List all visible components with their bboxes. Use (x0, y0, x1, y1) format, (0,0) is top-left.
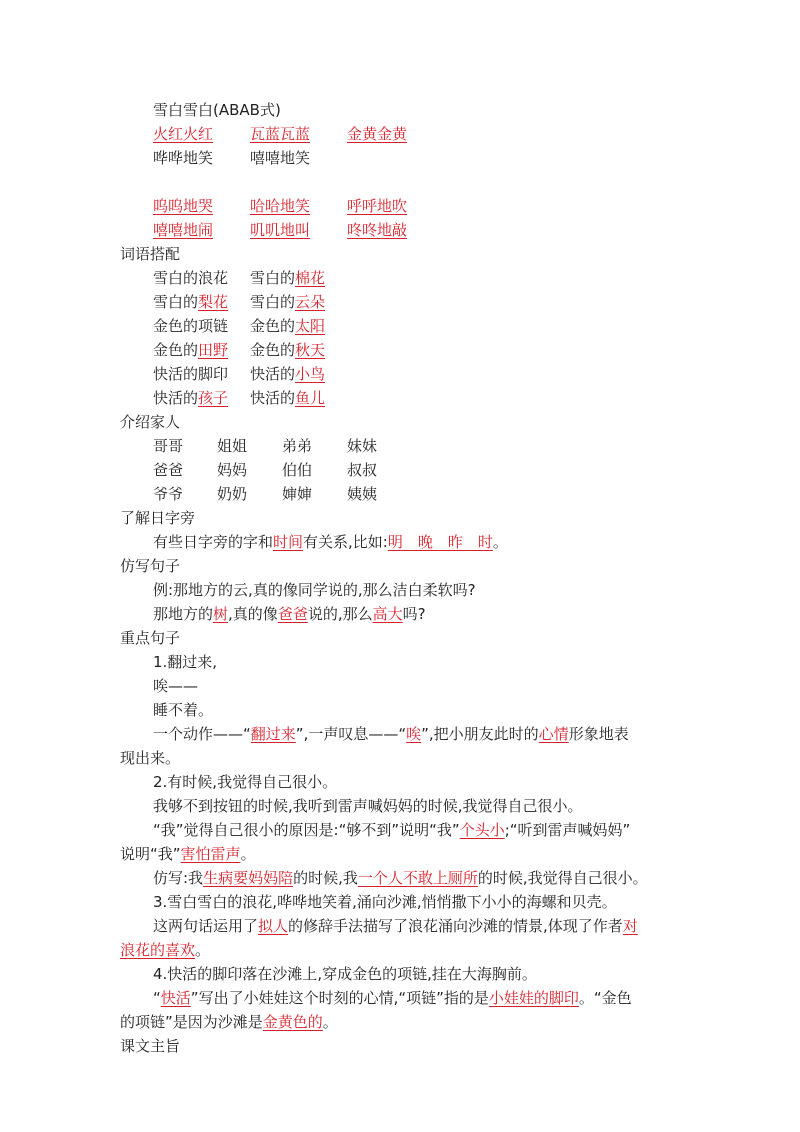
pairing-row (250, 291, 325, 313)
text: 形象地表 (568, 725, 629, 743)
pairing-answer: 棉花 (295, 269, 326, 287)
key-line: 2.有时候,我觉得自己很小。 (153, 773, 338, 791)
answer: 金黄色的 (262, 1013, 323, 1031)
answer: 翻过来 (250, 725, 296, 743)
text: 一个动作——“ (153, 725, 251, 743)
answer: 唉 (406, 725, 422, 743)
pairing-answer: 鱼儿 (295, 389, 326, 407)
text: 吗? (402, 605, 426, 623)
family-word: 婶婶 (282, 485, 313, 503)
answer: 高大 (372, 605, 403, 623)
text: 仿写:我 (153, 869, 204, 887)
text: ”,一声叹息——“ (295, 725, 407, 743)
answer: 树 (213, 605, 229, 623)
answer: 对 (622, 917, 638, 935)
family-word: 伯伯 (282, 461, 313, 479)
text: “我”觉得自己很小的原因是:“够不到”说明“我” (153, 821, 460, 839)
answer: 拟人 (258, 917, 289, 935)
abab-answer: 呼呼地吹 (347, 197, 408, 215)
text: 这两句话运用了 (153, 917, 259, 935)
family-word: 叔叔 (347, 461, 378, 479)
family-word: 姨姨 (347, 485, 378, 503)
key-analysis (153, 723, 629, 745)
text: ;“听到雷声喊妈妈” (504, 821, 631, 839)
key-analysis (120, 939, 210, 961)
pairing-text: 金色的 (250, 317, 296, 335)
example-sentence: 例:那地方的云,真的像同学说的,那么洁白柔软吗? (153, 581, 476, 599)
family-word: 奶奶 (217, 485, 248, 503)
answer: 心情 (538, 725, 569, 743)
abab-word: 哗哗地笑 (153, 149, 214, 167)
text: 的时候,我 (293, 869, 358, 887)
abab-answer: 咚咚地敲 (347, 221, 408, 239)
pairing-row (153, 267, 228, 289)
text: 的时候,我觉得自己很小。 (477, 869, 648, 887)
answer: 时间 (273, 533, 304, 551)
section-heading: 课文主旨 (120, 1037, 181, 1055)
answer: 浪花的喜欢 (120, 941, 196, 959)
pairing-row (153, 291, 228, 313)
pairing-text: 快活的 (250, 389, 296, 407)
family-word: 弟弟 (282, 437, 313, 455)
family-word: 爸爸 (153, 461, 184, 479)
pairing-text: 雪白的 (250, 269, 296, 287)
text: 有关系,比如: (303, 533, 388, 551)
text: 有些日字旁的字和 (153, 533, 274, 551)
text: 。 (240, 845, 256, 863)
pairing-answer: 太阳 (295, 317, 326, 335)
pairing-answer: 田野 (198, 341, 229, 359)
pairing-text: 金色的 (153, 341, 199, 359)
abab-answer: 叽叽地叫 (250, 221, 311, 239)
pairing-text: 雪白的 (250, 293, 296, 311)
answer: 一个人不敢上厕所 (357, 869, 478, 887)
key-analysis (153, 819, 630, 841)
key-analysis (120, 843, 256, 865)
key-line: 睡不着。 (153, 701, 214, 719)
key-analysis (120, 1011, 338, 1033)
pairing-row (250, 363, 325, 385)
pairing-answer: 秋天 (295, 341, 326, 359)
text: ”,把小朋友此时的 (421, 725, 539, 743)
family-word: 妈妈 (217, 461, 248, 479)
text: 的修辞手法描写了浪花涌向沙滩的情景,体现了作者 (288, 917, 623, 935)
section-heading: 介绍家人 (120, 413, 181, 431)
pairing-answer: 小鸟 (295, 365, 326, 383)
pairing-answer: 孩子 (198, 389, 229, 407)
answer: 个头小 (459, 821, 505, 839)
pairing-answer: 云朵 (295, 293, 326, 311)
family-word: 妹妹 (347, 437, 378, 455)
pairing-row (250, 267, 325, 289)
abab-answer: 火红火红 (153, 125, 214, 143)
text: ”写出了小娃娃这个时刻的心情,“项链”指的是 (190, 989, 489, 1007)
text: 那地方的 (153, 605, 214, 623)
text: 。 (492, 533, 508, 551)
pairing-row (250, 387, 325, 409)
pairing-text: 快活的 (153, 389, 199, 407)
section-heading: 重点句子 (120, 629, 181, 647)
pairing-text: 金色的项链 (153, 317, 229, 335)
abab-title: 雪白雪白(ABAB式) (153, 101, 281, 119)
pairing-text: 雪白的浪花 (153, 269, 229, 287)
text: 说的,那么 (307, 605, 373, 623)
text: 的项链”是因为沙滩是 (120, 1013, 263, 1031)
answer: 生病要妈妈陪 (203, 869, 294, 887)
imitate-sentence (153, 603, 426, 625)
answer: 小娃娃的脚印 (488, 989, 579, 1007)
pairing-row (153, 315, 228, 337)
key-analysis (153, 915, 638, 937)
key-line: 现出来。 (120, 749, 181, 767)
key-line: 3.雪白雪白的浪花,哗哗地笑着,涌向沙滩,悄悄撒下小小的海螺和贝壳。 (153, 893, 617, 911)
abab-word: 嘻嘻地笑 (250, 149, 311, 167)
key-analysis (153, 987, 632, 1009)
pairing-text: 雪白的 (153, 293, 199, 311)
abab-answer: 瓦蓝瓦蓝 (250, 125, 311, 143)
abab-answer: 哈哈地笑 (250, 197, 311, 215)
text: ,真的像 (228, 605, 278, 623)
answer: 快活 (160, 989, 191, 1007)
pairing-row (153, 363, 228, 385)
text: 。 (322, 1013, 338, 1031)
text: “ (153, 989, 161, 1007)
pairing-row (250, 315, 325, 337)
key-line: 我够不到按钮的时候,我听到雷声喊妈妈的时候,我觉得自己很小。 (153, 797, 583, 815)
text: 。 (195, 941, 211, 959)
family-word: 姐姐 (217, 437, 248, 455)
abab-answer: 呜呜地哭 (153, 197, 214, 215)
pairing-row (153, 339, 228, 361)
sun-radical-sentence (153, 531, 508, 553)
section-heading: 仿写句子 (120, 557, 181, 575)
pairing-row (250, 339, 325, 361)
abab-answer: 嘻嘻地闹 (153, 221, 214, 239)
answer: 明 晚 昨 时 (387, 533, 493, 551)
key-imitation (153, 867, 648, 889)
text: 说明“我” (120, 845, 181, 863)
pairing-text: 金色的 (250, 341, 296, 359)
abab-answer: 金黄金黄 (347, 125, 408, 143)
pairing-text: 快活的脚印 (153, 365, 229, 383)
answer: 爸爸 (277, 605, 308, 623)
key-line: 唉—— (153, 677, 199, 695)
section-heading: 词语搭配 (120, 245, 181, 263)
family-word: 爷爷 (153, 485, 184, 503)
answer: 害怕雷声 (180, 845, 241, 863)
section-heading: 了解日字旁 (120, 509, 196, 527)
key-line: 1.翻过来, (153, 653, 218, 671)
pairing-text: 快活的 (250, 365, 296, 383)
pairing-row (153, 387, 228, 409)
key-line: 4.快活的脚印落在沙滩上,穿成金色的项链,挂在大海胸前。 (153, 965, 537, 983)
pairing-answer: 梨花 (198, 293, 229, 311)
text: 。“金色 (578, 989, 632, 1007)
family-word: 哥哥 (153, 437, 184, 455)
